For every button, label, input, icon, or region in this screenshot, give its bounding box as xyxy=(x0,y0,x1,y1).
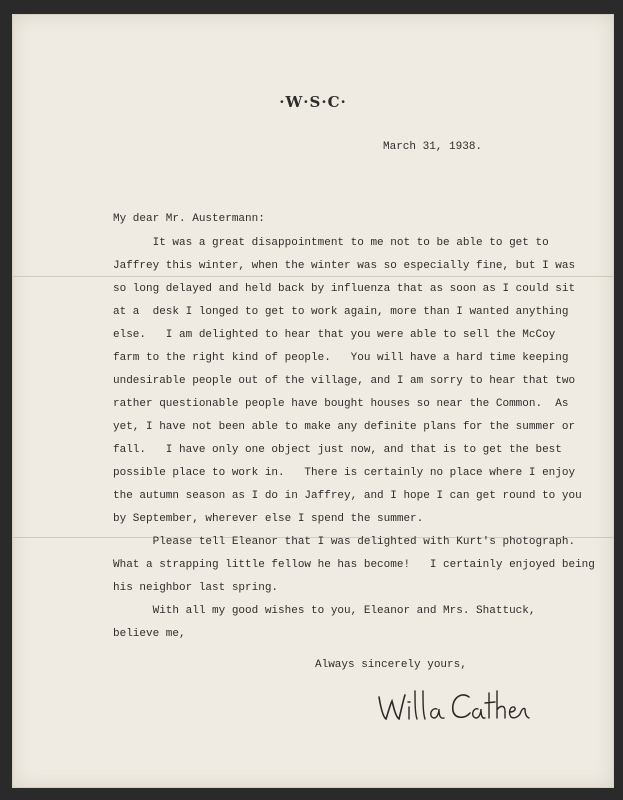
signature-drawing xyxy=(373,683,533,727)
body-line: by September, wherever else I spend the summer. xyxy=(113,513,424,525)
body-line: rather questionable people have bought houses so near the Common. As xyxy=(113,398,569,410)
body-line: yet, I have not been able to make any definite plans for the summer or xyxy=(113,421,576,433)
handwritten-signature xyxy=(373,683,533,727)
body-line: With all my good wishes to you, Eleanor and Mrs. Shattuck, xyxy=(113,605,536,617)
body-line: the autumn season as I do in Jaffrey, and I hope I can get round to you xyxy=(113,490,582,502)
salutation: My dear Mr. Austermann: xyxy=(113,213,265,225)
body-line: fall. I have only one object just now, and that is to get the best xyxy=(113,444,562,456)
body-line: What a strapping little fellow he has become! I certainly enjoyed being xyxy=(113,559,595,571)
body-line: Please tell Eleanor that I was delighted with Kurt's photograph. xyxy=(113,536,576,548)
fold-line xyxy=(13,276,613,277)
body-line: believe me, xyxy=(113,628,186,640)
body-line: at a desk I longed to get to work again, more than I wanted anything xyxy=(113,306,569,318)
letter-date: March 31, 1938. xyxy=(383,141,483,153)
body-line: possible place to work in. There is certainly no place where I enjoy xyxy=(113,467,576,479)
body-line: farm to the right kind of people. You will have a hard time keeping xyxy=(113,352,569,364)
body-line: so long delayed and held back by influenza that as soon as I could sit xyxy=(113,283,576,295)
letterhead-monogram: ·W·S·C· xyxy=(279,93,347,111)
closing: Always sincerely yours, xyxy=(315,659,467,671)
body-line: his neighbor last spring. xyxy=(113,582,279,594)
body-line: Jaffrey this winter, when the winter was so especially fine, but I was xyxy=(113,260,576,272)
letter-page xyxy=(12,14,614,788)
body-line: undesirable people out of the village, and I am sorry to hear that two xyxy=(113,375,576,387)
body-line: else. I am delighted to hear that you were able to sell the McCoy xyxy=(113,329,556,341)
body-line: It was a great disappointment to me not to be able to get to xyxy=(113,237,549,249)
